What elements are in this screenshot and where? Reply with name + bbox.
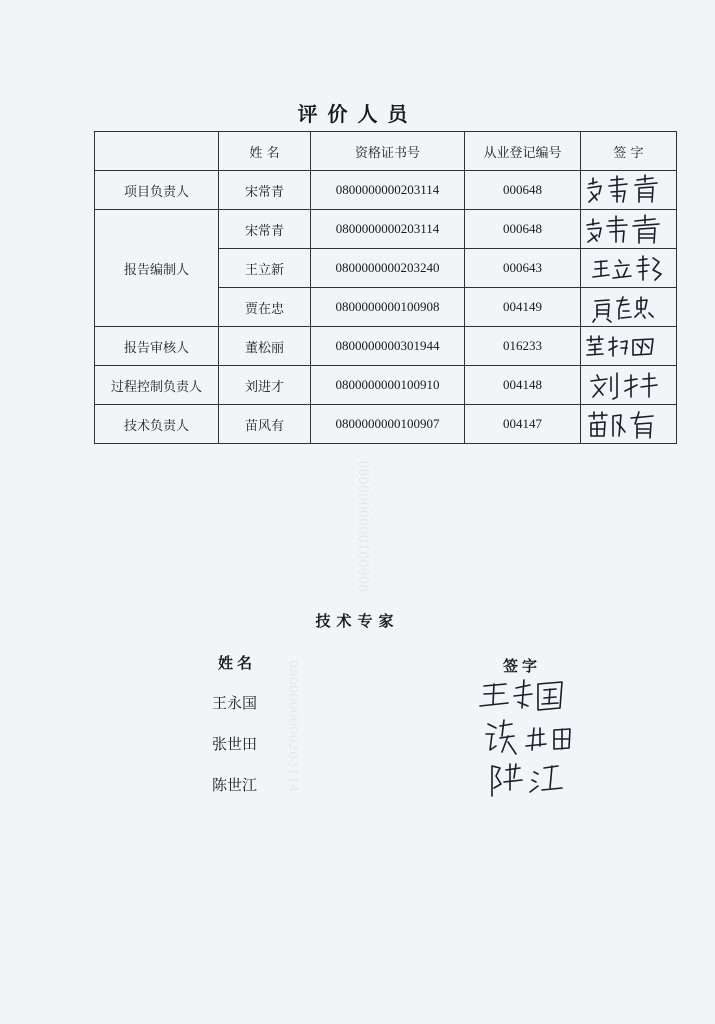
cert-cell: 0800000000203114 bbox=[311, 210, 465, 249]
table-header-row bbox=[95, 132, 677, 171]
signature-cell bbox=[581, 405, 677, 444]
signature-cell bbox=[581, 366, 677, 405]
handwritten-signature bbox=[583, 250, 675, 286]
role-cell: 报告审核人 bbox=[95, 327, 219, 366]
reg-cell: 000648 bbox=[465, 171, 581, 210]
cert-cell: 0800000000203114 bbox=[311, 171, 465, 210]
signature-cell bbox=[581, 288, 677, 327]
name-cell: 董松丽 bbox=[219, 327, 311, 366]
name-cell: 宋常青 bbox=[219, 171, 311, 210]
name-cell: 王立新 bbox=[219, 249, 311, 288]
handwritten-signature bbox=[583, 211, 675, 247]
handwritten-signature bbox=[583, 289, 675, 325]
signature-cell bbox=[581, 249, 677, 288]
cert-cell: 0800000000203240 bbox=[311, 249, 465, 288]
table-row bbox=[95, 171, 677, 210]
header-cert: 资格证书号 bbox=[311, 132, 465, 171]
evaluation-table bbox=[94, 131, 677, 444]
cert-cell: 0800000000100907 bbox=[311, 405, 465, 444]
bleed-through-text: 0800000000203114 bbox=[285, 660, 300, 793]
cert-cell: 0800000000301944 bbox=[311, 327, 465, 366]
header-sign: 签 字 bbox=[581, 132, 677, 171]
reg-cell: 004148 bbox=[465, 366, 581, 405]
handwritten-signature bbox=[583, 367, 675, 403]
cert-cell: 0800000000100910 bbox=[311, 366, 465, 405]
role-cell: 过程控制负责人 bbox=[95, 366, 219, 405]
name-cell: 刘进才 bbox=[219, 366, 311, 405]
signature-cell bbox=[581, 327, 677, 366]
evaluation-title: 评价人员 bbox=[297, 102, 418, 126]
role-cell: 项目负责人 bbox=[95, 171, 219, 210]
handwritten-signature bbox=[583, 406, 675, 442]
name-cell: 苗风有 bbox=[219, 405, 311, 444]
table-row bbox=[95, 405, 677, 444]
expert-name: 陈世江 bbox=[212, 776, 258, 794]
handwritten-signature bbox=[583, 328, 675, 364]
table-row bbox=[95, 366, 677, 405]
table-row bbox=[95, 327, 677, 366]
table-row bbox=[95, 210, 677, 249]
role-cell: 报告编制人 bbox=[95, 210, 219, 327]
experts-title: 技术专家 bbox=[315, 612, 400, 630]
reg-cell: 000643 bbox=[465, 249, 581, 288]
expert-name: 王永国 bbox=[212, 694, 258, 712]
reg-cell: 004149 bbox=[465, 288, 581, 327]
bleed-through-text: 0800000000100908 bbox=[355, 460, 370, 593]
header-role bbox=[95, 132, 219, 171]
role-cell: 技术负责人 bbox=[95, 405, 219, 444]
expert-signature bbox=[482, 716, 582, 760]
experts-sign-header: 签字 bbox=[503, 657, 542, 675]
header-reg: 从业登记编号 bbox=[465, 132, 581, 171]
expert-signature bbox=[476, 676, 576, 716]
experts-name-header: 姓名 bbox=[218, 654, 257, 672]
expert-signature bbox=[486, 758, 586, 802]
reg-cell: 000648 bbox=[465, 210, 581, 249]
signature-cell bbox=[581, 171, 677, 210]
expert-name: 张世田 bbox=[212, 735, 258, 753]
handwritten-signature bbox=[583, 172, 675, 208]
cert-cell: 0800000000100908 bbox=[311, 288, 465, 327]
signature-cell bbox=[581, 210, 677, 249]
name-cell: 宋常青 bbox=[219, 210, 311, 249]
reg-cell: 004147 bbox=[465, 405, 581, 444]
header-name: 姓 名 bbox=[219, 132, 311, 171]
reg-cell: 016233 bbox=[465, 327, 581, 366]
name-cell: 贾在忠 bbox=[219, 288, 311, 327]
